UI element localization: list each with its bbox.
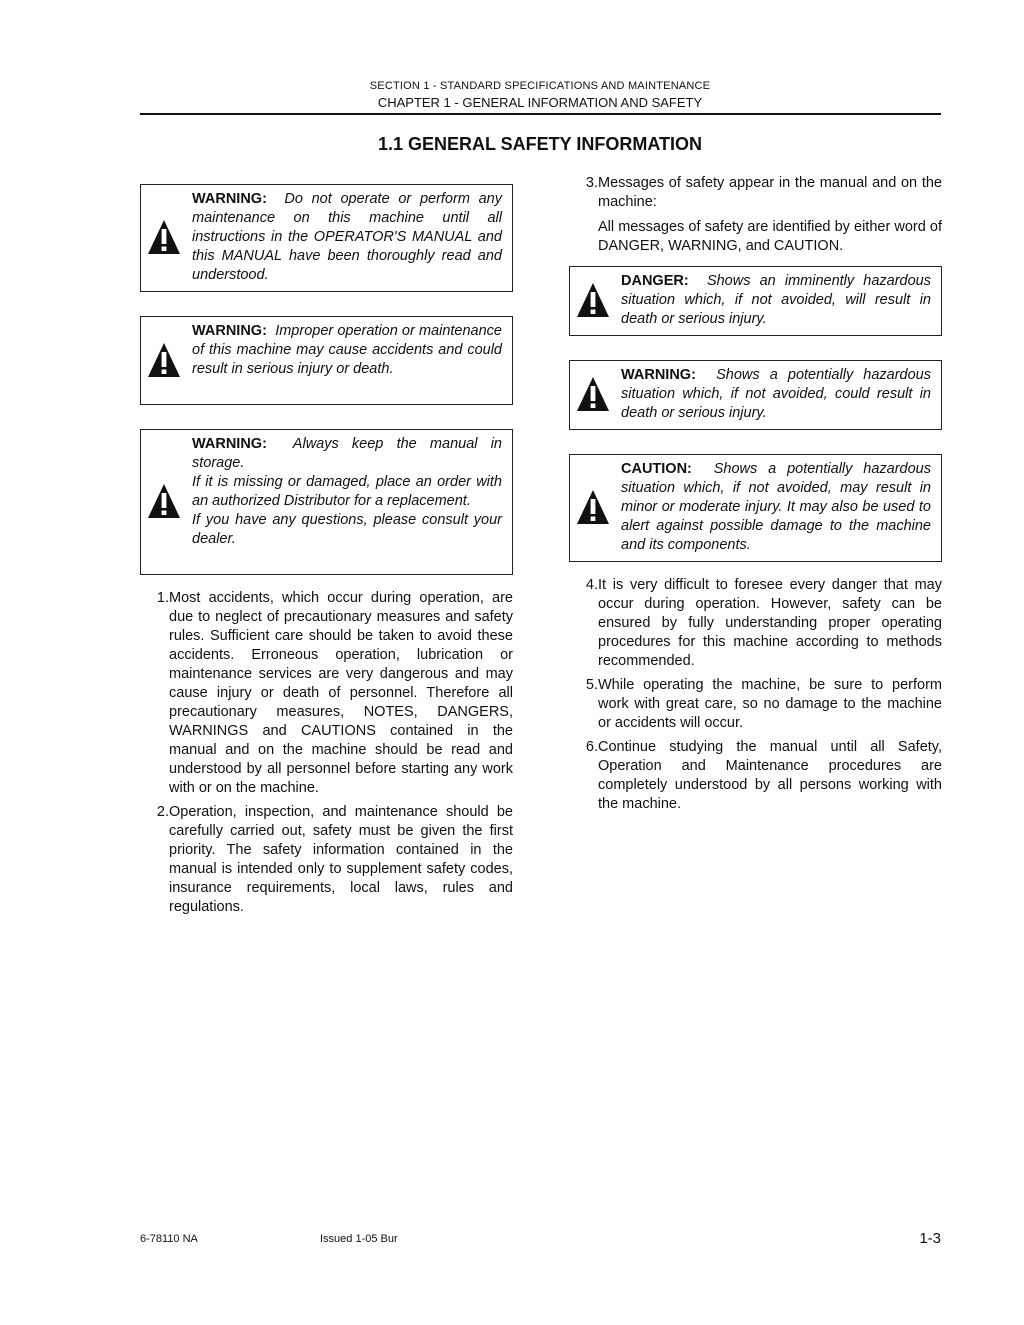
list-item [140, 589, 513, 798]
list-text: It is very difficult to foresee every danger that may occur during operation. However, safety can be ensured by fully understanding proper operating procedures for this machine according to methods recommended. [598, 577, 942, 669]
warning-box [569, 360, 942, 430]
warning-box [140, 184, 513, 292]
warning-triangle-icon [147, 482, 181, 522]
warning-triangle-icon [576, 375, 610, 415]
warning-triangle-icon [147, 341, 181, 381]
danger-box [569, 266, 942, 336]
box-label: WARNING: [192, 191, 267, 207]
list-number: 5. [585, 677, 598, 693]
box-label: WARNING: [192, 323, 267, 339]
box-label: WARNING: [192, 436, 267, 452]
page-title: 1.1 GENERAL SAFETY INFORMATION [377, 134, 703, 154]
list-number: 2. [156, 804, 169, 820]
list-item [569, 676, 942, 733]
list-text: While operating the machine, be sure to perform work with great care, so no damage to the machine or accidents will occur. [598, 677, 942, 731]
warning-box [140, 429, 513, 575]
caution-box [569, 454, 942, 562]
list-text: Messages of safety appear in the manual and on the machine: [598, 175, 942, 210]
box-text: If it is missing or damaged, place an order with an authorized Distributor for a replacement. [192, 474, 502, 509]
list-number: 6. [585, 739, 598, 755]
right-column [569, 174, 942, 814]
section-header: SECTION 1 - STANDARD SPECIFICATIONS AND MAINTENANCE [369, 80, 711, 92]
box-label: DANGER: [621, 273, 689, 289]
box-text: Do not operate or perform any maintenance on this machine until all instructions in the OPERATOR'S MANUAL and this MANUAL have been thoroughly read and understood. [192, 191, 502, 283]
list-number: 3. [585, 175, 598, 191]
page-number: 1-3 [919, 1230, 941, 1247]
box-text: Always keep the manual in storage. [192, 436, 502, 471]
list-number: 4. [585, 577, 598, 593]
list-item [140, 803, 513, 917]
list-item [569, 174, 942, 256]
list-text: Continue studying the manual until all Safety, Operation and Maintenance procedures are completely understood by all persons working with the machine. [598, 739, 942, 812]
list-text: Most accidents, which occur during operation, are due to neglect of precautionary measures and safety rules. Sufficient care should be taken to avoid these accidents. Erroneous operation, lubrication or maintenance services are very dangerous and may cause injury or death of personnel. Therefore all precautionary measures, NOTES, DANGERS, WARNINGS and CAUTIONS contained in the manual and on the machine should be read and understood by all personnel before starting any work with or on the machine. [169, 590, 513, 796]
box-text: Shows a potentially hazardous situation which, if not avoided, could result in death or serious injury. [621, 367, 931, 421]
box-text: If you have any questions, please consult your dealer. [192, 512, 502, 547]
box-text: Shows an imminently hazardous situation which, if not avoided, will result in death or serious injury. [621, 273, 931, 327]
box-label: CAUTION: [621, 461, 692, 477]
header-rule [140, 113, 941, 115]
issued-date: Issued 1-05 Bur [320, 1233, 398, 1245]
box-label: WARNING: [621, 367, 696, 383]
left-column [140, 184, 513, 917]
warning-box [140, 316, 513, 405]
doc-number: 6-78110 NA [140, 1233, 198, 1245]
warning-triangle-icon [576, 488, 610, 528]
warning-triangle-icon [576, 281, 610, 321]
box-text: Shows a potentially hazardous situation which, if not avoided, may result in minor or moderate injury. It may also be used to alert against possible damage to the machine and its components. [621, 461, 931, 553]
chapter-header: CHAPTER 1 - GENERAL INFORMATION AND SAFETY [377, 95, 703, 110]
list-item [569, 738, 942, 814]
box-text: Improper operation or maintenance of this machine may cause accidents and could result in serious injury or death. [192, 323, 502, 377]
list-text: Operation, inspection, and maintenance should be carefully carried out, safety must be given the first priority. The safety information contained in the manual is intended only to supplement safety codes, insurance requirements, local laws, rules and regulations. [169, 804, 513, 915]
list-item [569, 576, 942, 671]
warning-triangle-icon [147, 218, 181, 258]
list-number: 1. [156, 590, 169, 606]
list-text: All messages of safety are identified by either word of DANGER, WARNING, and CAUTION. [598, 219, 942, 254]
